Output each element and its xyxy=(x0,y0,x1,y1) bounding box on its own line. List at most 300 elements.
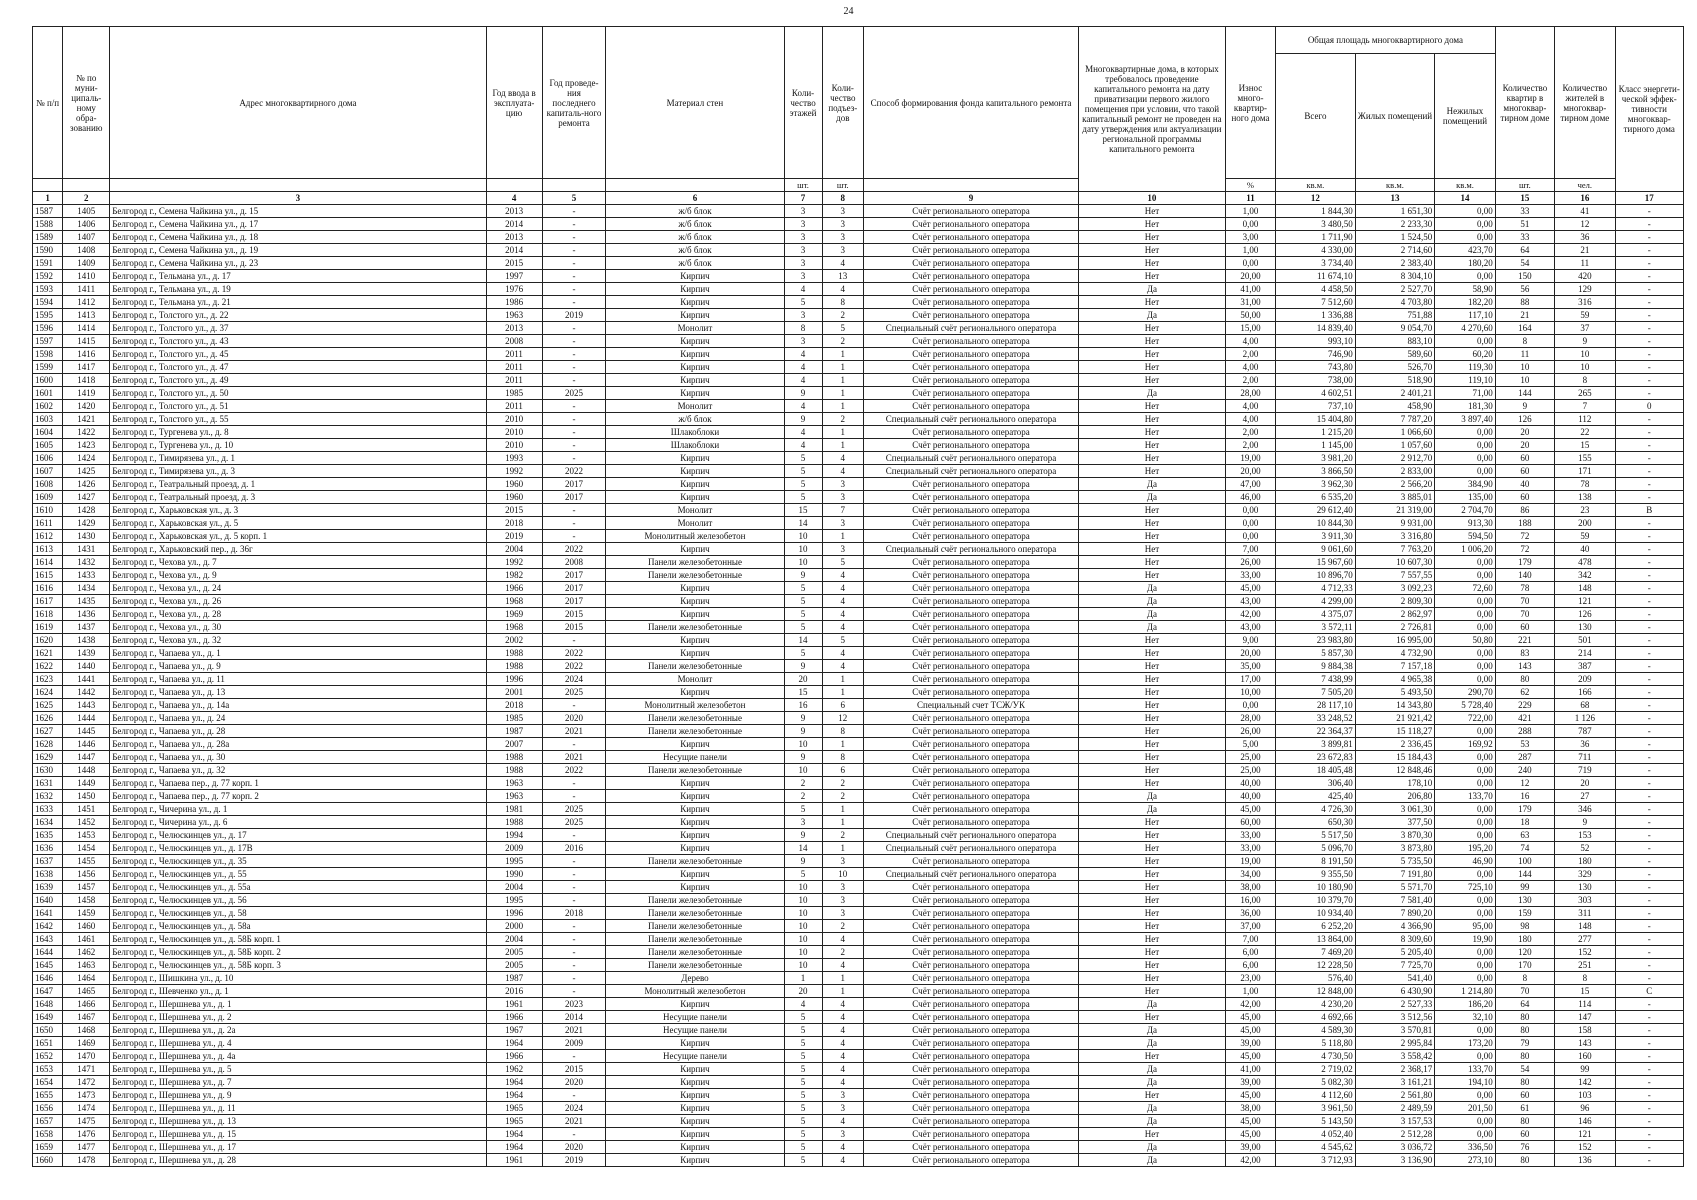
cell-mun-num: 1442 xyxy=(63,686,110,699)
cell-residents: 7 xyxy=(1555,400,1615,413)
cell-area-living: 6 430,90 xyxy=(1355,985,1435,998)
cell-year-built: 2016 xyxy=(486,985,542,998)
cell-floors: 10 xyxy=(784,920,822,933)
cell-year-built: 1964 xyxy=(486,1037,542,1050)
cell-floors: 10 xyxy=(784,556,822,569)
cell-repair-required: Нет xyxy=(1079,686,1226,699)
cell-floors: 10 xyxy=(784,933,822,946)
cell-energy-class: - xyxy=(1615,296,1683,309)
cell-area-living: 15 184,43 xyxy=(1355,751,1435,764)
cell-year-built: 2011 xyxy=(486,361,542,374)
cell-area-living: 2 512,28 xyxy=(1355,1128,1435,1141)
cell-floors: 5 xyxy=(784,1141,822,1154)
cell-repair-required: Нет xyxy=(1079,231,1226,244)
cell-fund-method: Счёт регионального оператора xyxy=(864,608,1079,621)
cell-address: Белгород г., Чехова ул., д. 7 xyxy=(110,556,486,569)
cell-wear: 40,00 xyxy=(1225,777,1275,790)
table-row xyxy=(33,816,1684,829)
cell-last-repair: - xyxy=(542,1089,606,1102)
cell-wear: 4,00 xyxy=(1225,413,1275,426)
table-row xyxy=(33,712,1684,725)
cell-wall-material: Монолит xyxy=(606,673,784,686)
cell-last-repair: - xyxy=(542,881,606,894)
cell-last-repair: - xyxy=(542,517,606,530)
cell-floors: 5 xyxy=(784,621,822,634)
cell-area-total: 4 052,40 xyxy=(1276,1128,1356,1141)
cell-mun-num: 1415 xyxy=(63,335,110,348)
cell-wall-material: Кирпич xyxy=(606,595,784,608)
cell-fund-method: Счёт регионального оператора xyxy=(864,257,1079,270)
cell-entrances: 4 xyxy=(822,1076,863,1089)
cell-year-built: 2000 xyxy=(486,920,542,933)
cell-last-repair: 2025 xyxy=(542,387,606,400)
cell-area-nonliving: 384,90 xyxy=(1435,478,1496,491)
cell-residents: 148 xyxy=(1555,582,1615,595)
cell-area-total: 1 215,20 xyxy=(1276,426,1356,439)
cell-wear: 38,00 xyxy=(1225,881,1275,894)
cell-address: Белгород г., Чехова ул., д. 30 xyxy=(110,621,486,634)
unit-floors: шт. xyxy=(784,179,822,192)
cell-address: Белгород г., Шершнева ул., д. 9 xyxy=(110,1089,486,1102)
cell-mun-num: 1467 xyxy=(63,1011,110,1024)
cell-wall-material: Кирпич xyxy=(606,348,784,361)
cell-fund-method: Специальный счёт регионального оператора xyxy=(864,322,1079,335)
cell-floors: 2 xyxy=(784,790,822,803)
cell-mun-num: 1445 xyxy=(63,725,110,738)
cell-mun-num: 1417 xyxy=(63,361,110,374)
cell-entrances: 4 xyxy=(822,660,863,673)
table-row xyxy=(33,205,1684,218)
cell-wear: 16,00 xyxy=(1225,894,1275,907)
cell-fund-method: Счёт регионального оператора xyxy=(864,920,1079,933)
cell-year-built: 2013 xyxy=(486,322,542,335)
cell-num: 1596 xyxy=(33,322,63,335)
cell-fund-method: Счёт регионального оператора xyxy=(864,855,1079,868)
cell-entrances: 1 xyxy=(822,439,863,452)
cell-repair-required: Да xyxy=(1079,387,1226,400)
cell-mun-num: 1414 xyxy=(63,322,110,335)
cell-area-nonliving: 0,00 xyxy=(1435,816,1496,829)
cell-repair-required: Нет xyxy=(1079,777,1226,790)
cell-floors: 4 xyxy=(784,374,822,387)
cell-area-nonliving: 0,00 xyxy=(1435,1128,1496,1141)
cell-energy-class: - xyxy=(1615,426,1683,439)
cell-fund-method: Счёт регионального оператора xyxy=(864,907,1079,920)
cell-last-repair: 2016 xyxy=(542,842,606,855)
cell-area-total: 4 545,62 xyxy=(1276,1141,1356,1154)
cell-fund-method: Счёт регионального оператора xyxy=(864,972,1079,985)
cell-repair-required: Нет xyxy=(1079,868,1226,881)
cell-apartments: 60 xyxy=(1495,452,1554,465)
cell-wall-material: Монолитный железобетон xyxy=(606,985,784,998)
cell-wear: 40,00 xyxy=(1225,790,1275,803)
cell-area-total: 3 866,50 xyxy=(1276,465,1356,478)
cell-fund-method: Счёт регионального оператора xyxy=(864,595,1079,608)
cell-energy-class: - xyxy=(1615,1128,1683,1141)
cell-apartments: 180 xyxy=(1495,933,1554,946)
cell-area-nonliving: 0,00 xyxy=(1435,1089,1496,1102)
table-row xyxy=(33,621,1684,634)
column-number: 8 xyxy=(822,192,863,205)
cell-repair-required: Нет xyxy=(1079,959,1226,972)
cell-residents: 78 xyxy=(1555,478,1615,491)
cell-wear: 34,00 xyxy=(1225,868,1275,881)
cell-repair-required: Нет xyxy=(1079,699,1226,712)
cell-area-living: 5 205,40 xyxy=(1355,946,1435,959)
cell-area-nonliving: 46,90 xyxy=(1435,855,1496,868)
cell-area-total: 28 117,10 xyxy=(1276,699,1356,712)
cell-num: 1644 xyxy=(33,946,63,959)
cell-area-nonliving: 913,30 xyxy=(1435,517,1496,530)
cell-repair-required: Нет xyxy=(1079,504,1226,517)
cell-area-living: 1 524,50 xyxy=(1355,231,1435,244)
cell-num: 1611 xyxy=(33,517,63,530)
cell-energy-class: - xyxy=(1615,309,1683,322)
cell-area-total: 4 730,50 xyxy=(1276,1050,1356,1063)
cell-num: 1639 xyxy=(33,881,63,894)
cell-fund-method: Счёт регионального оператора xyxy=(864,439,1079,452)
cell-area-total: 5 143,50 xyxy=(1276,1115,1356,1128)
cell-year-built: 2013 xyxy=(486,231,542,244)
cell-repair-required: Нет xyxy=(1079,452,1226,465)
cell-wall-material: Кирпич xyxy=(606,1089,784,1102)
cell-wear: 3,00 xyxy=(1225,231,1275,244)
cell-wall-material: Панели железобетонные xyxy=(606,556,784,569)
cell-floors: 15 xyxy=(784,686,822,699)
cell-mun-num: 1473 xyxy=(63,1089,110,1102)
cell-repair-required: Нет xyxy=(1079,1011,1226,1024)
cell-area-total: 7 469,20 xyxy=(1276,946,1356,959)
cell-area-living: 178,10 xyxy=(1355,777,1435,790)
cell-apartments: 56 xyxy=(1495,283,1554,296)
cell-repair-required: Нет xyxy=(1079,764,1226,777)
cell-apartments: 140 xyxy=(1495,569,1554,582)
cell-energy-class: - xyxy=(1615,478,1683,491)
table-row xyxy=(33,790,1684,803)
cell-floors: 1 xyxy=(784,972,822,985)
cell-num: 1638 xyxy=(33,868,63,881)
cell-area-living: 3 885,01 xyxy=(1355,491,1435,504)
table-row xyxy=(33,478,1684,491)
cell-area-total: 12 848,00 xyxy=(1276,985,1356,998)
cell-fund-method: Счёт регионального оператора xyxy=(864,348,1079,361)
cell-fund-method: Специальный счёт регионального оператора xyxy=(864,842,1079,855)
cell-last-repair: 2023 xyxy=(542,998,606,1011)
cell-repair-required: Нет xyxy=(1079,920,1226,933)
cell-wear: 43,00 xyxy=(1225,621,1275,634)
cell-apartments: 150 xyxy=(1495,270,1554,283)
column-number: 15 xyxy=(1495,192,1554,205)
cell-year-built: 1964 xyxy=(486,1128,542,1141)
cell-area-living: 1 651,30 xyxy=(1355,205,1435,218)
cell-address: Белгород г., Семена Чайкина ул., д. 15 xyxy=(110,205,486,218)
cell-energy-class: - xyxy=(1615,829,1683,842)
cell-area-total: 7 512,60 xyxy=(1276,296,1356,309)
cell-wear: 0,00 xyxy=(1225,517,1275,530)
cell-entrances: 1 xyxy=(822,816,863,829)
cell-area-living: 8 304,10 xyxy=(1355,270,1435,283)
cell-fund-method: Счёт регионального оператора xyxy=(864,634,1079,647)
cell-entrances: 1 xyxy=(822,686,863,699)
cell-floors: 10 xyxy=(784,907,822,920)
cell-address: Белгород г., Семена Чайкина ул., д. 19 xyxy=(110,244,486,257)
cell-area-living: 7 725,70 xyxy=(1355,959,1435,972)
unit-entrances: шт. xyxy=(822,179,863,192)
table-row xyxy=(33,1037,1684,1050)
cell-repair-required: Да xyxy=(1079,1063,1226,1076)
cell-floors: 15 xyxy=(784,504,822,517)
cell-year-built: 1966 xyxy=(486,1050,542,1063)
cell-wear: 0,00 xyxy=(1225,504,1275,517)
table-row xyxy=(33,660,1684,673)
cell-last-repair: - xyxy=(542,933,606,946)
cell-repair-required: Нет xyxy=(1079,244,1226,257)
cell-wall-material: Панели железобетонные xyxy=(606,920,784,933)
cell-entrances: 4 xyxy=(822,1024,863,1037)
cell-floors: 5 xyxy=(784,452,822,465)
cell-num: 1604 xyxy=(33,426,63,439)
cell-energy-class: - xyxy=(1615,868,1683,881)
cell-mun-num: 1422 xyxy=(63,426,110,439)
cell-apartments: 229 xyxy=(1495,699,1554,712)
cell-apartments: 143 xyxy=(1495,660,1554,673)
cell-apartments: 60 xyxy=(1495,465,1554,478)
cell-wear: 2,00 xyxy=(1225,348,1275,361)
cell-repair-required: Нет xyxy=(1079,1128,1226,1141)
cell-area-living: 3 161,21 xyxy=(1355,1076,1435,1089)
cell-num: 1608 xyxy=(33,478,63,491)
table-row xyxy=(33,309,1684,322)
cell-area-total: 4 375,07 xyxy=(1276,608,1356,621)
cell-repair-required: Нет xyxy=(1079,933,1226,946)
cell-energy-class: - xyxy=(1615,244,1683,257)
cell-residents: 277 xyxy=(1555,933,1615,946)
cell-num: 1600 xyxy=(33,374,63,387)
cell-area-total: 3 734,40 xyxy=(1276,257,1356,270)
cell-wear: 4,00 xyxy=(1225,361,1275,374)
cell-mun-num: 1418 xyxy=(63,374,110,387)
cell-area-nonliving: 0,00 xyxy=(1435,673,1496,686)
cell-year-built: 2004 xyxy=(486,543,542,556)
cell-last-repair: - xyxy=(542,257,606,270)
cell-num: 1657 xyxy=(33,1115,63,1128)
cell-entrances: 4 xyxy=(822,621,863,634)
cell-num: 1655 xyxy=(33,1089,63,1102)
cell-year-built: 1993 xyxy=(486,452,542,465)
cell-wear: 46,00 xyxy=(1225,491,1275,504)
cell-wall-material: Панели железобетонные xyxy=(606,725,784,738)
cell-residents: 209 xyxy=(1555,673,1615,686)
cell-entrances: 4 xyxy=(822,998,863,1011)
cell-address: Белгород г., Чичерина ул., д. 6 xyxy=(110,816,486,829)
cell-apartments: 60 xyxy=(1495,1089,1554,1102)
cell-mun-num: 1429 xyxy=(63,517,110,530)
cell-wall-material: Кирпич xyxy=(606,881,784,894)
header-fund-method: Способ формирования фонда капитального ремонта xyxy=(864,27,1079,179)
cell-floors: 5 xyxy=(784,1063,822,1076)
cell-address: Белгород г., Чапаева ул., д. 28 xyxy=(110,725,486,738)
unit-empty xyxy=(542,179,606,192)
cell-area-total: 12 228,50 xyxy=(1276,959,1356,972)
cell-repair-required: Нет xyxy=(1079,1089,1226,1102)
cell-year-built: 2004 xyxy=(486,933,542,946)
cell-wall-material: Панели железобетонные xyxy=(606,894,784,907)
cell-residents: 121 xyxy=(1555,595,1615,608)
cell-year-built: 2011 xyxy=(486,400,542,413)
cell-fund-method: Счёт регионального оператора xyxy=(864,647,1079,660)
cell-area-living: 4 366,90 xyxy=(1355,920,1435,933)
cell-entrances: 1 xyxy=(822,972,863,985)
cell-address: Белгород г., Шершнева ул., д. 11 xyxy=(110,1102,486,1115)
cell-year-built: 1988 xyxy=(486,764,542,777)
cell-apartments: 79 xyxy=(1495,1037,1554,1050)
cell-last-repair: - xyxy=(542,829,606,842)
cell-wall-material: ж/б блок xyxy=(606,205,784,218)
cell-repair-required: Нет xyxy=(1079,647,1226,660)
cell-num: 1587 xyxy=(33,205,63,218)
cell-area-total: 29 612,40 xyxy=(1276,504,1356,517)
cell-fund-method: Счёт регионального оператора xyxy=(864,1011,1079,1024)
cell-residents: 147 xyxy=(1555,1011,1615,1024)
cell-repair-required: Нет xyxy=(1079,530,1226,543)
cell-energy-class: - xyxy=(1615,712,1683,725)
cell-apartments: 20 xyxy=(1495,439,1554,452)
cell-wall-material: Панели железобетонные xyxy=(606,621,784,634)
cell-apartments: 53 xyxy=(1495,738,1554,751)
cell-mun-num: 1454 xyxy=(63,842,110,855)
cell-energy-class: - xyxy=(1615,972,1683,985)
cell-residents: 59 xyxy=(1555,309,1615,322)
table-row xyxy=(33,244,1684,257)
cell-repair-required: Нет xyxy=(1079,218,1226,231)
cell-wall-material: Несущие панели xyxy=(606,751,784,764)
cell-area-nonliving: 201,50 xyxy=(1435,1102,1496,1115)
cell-apartments: 80 xyxy=(1495,1154,1554,1167)
cell-residents: 68 xyxy=(1555,699,1615,712)
cell-year-built: 2010 xyxy=(486,439,542,452)
cell-apartments: 54 xyxy=(1495,257,1554,270)
cell-fund-method: Счёт регионального оператора xyxy=(864,1128,1079,1141)
cell-wall-material: Кирпич xyxy=(606,647,784,660)
cell-area-nonliving: 19,90 xyxy=(1435,933,1496,946)
table-row xyxy=(33,569,1684,582)
table-row xyxy=(33,634,1684,647)
cell-area-living: 2 383,40 xyxy=(1355,257,1435,270)
cell-repair-required: Да xyxy=(1079,608,1226,621)
cell-energy-class: - xyxy=(1615,595,1683,608)
cell-repair-required: Да xyxy=(1079,478,1226,491)
cell-wear: 19,00 xyxy=(1225,452,1275,465)
cell-area-total: 3 961,50 xyxy=(1276,1102,1356,1115)
cell-floors: 4 xyxy=(784,998,822,1011)
cell-apartments: 120 xyxy=(1495,946,1554,959)
cell-apartments: 88 xyxy=(1495,296,1554,309)
cell-area-total: 3 962,30 xyxy=(1276,478,1356,491)
cell-area-nonliving: 725,10 xyxy=(1435,881,1496,894)
cell-address: Белгород г., Челюскинцев ул., д. 58Б корп. 3 xyxy=(110,959,486,972)
cell-num: 1602 xyxy=(33,400,63,413)
cell-num: 1595 xyxy=(33,309,63,322)
cell-area-nonliving: 0,00 xyxy=(1435,647,1496,660)
cell-last-repair: - xyxy=(542,205,606,218)
cell-area-total: 23 672,83 xyxy=(1276,751,1356,764)
cell-repair-required: Нет xyxy=(1079,400,1226,413)
cell-last-repair: 2020 xyxy=(542,1141,606,1154)
cell-area-nonliving: 0,00 xyxy=(1435,621,1496,634)
cell-year-built: 2010 xyxy=(486,426,542,439)
cell-entrances: 4 xyxy=(822,569,863,582)
cell-num: 1635 xyxy=(33,829,63,842)
header-area-total: Всего xyxy=(1276,54,1356,179)
cell-residents: 719 xyxy=(1555,764,1615,777)
cell-floors: 20 xyxy=(784,673,822,686)
cell-address: Белгород г., Толстого ул., д. 47 xyxy=(110,361,486,374)
cell-area-living: 751,88 xyxy=(1355,309,1435,322)
cell-area-total: 743,80 xyxy=(1276,361,1356,374)
table-row xyxy=(33,933,1684,946)
cell-energy-class: - xyxy=(1615,452,1683,465)
cell-wear: 35,00 xyxy=(1225,660,1275,673)
cell-last-repair: 2022 xyxy=(542,660,606,673)
cell-wear: 23,00 xyxy=(1225,972,1275,985)
column-number: 12 xyxy=(1276,192,1356,205)
cell-address: Белгород г., Челюскинцев ул., д. 35 xyxy=(110,855,486,868)
cell-wall-material: Панели железобетонные xyxy=(606,660,784,673)
cell-residents: 27 xyxy=(1555,790,1615,803)
cell-energy-class: - xyxy=(1615,1115,1683,1128)
cell-fund-method: Счёт регионального оператора xyxy=(864,530,1079,543)
cell-address: Белгород г., Чапаева ул., д. 9 xyxy=(110,660,486,673)
cell-last-repair: - xyxy=(542,855,606,868)
cell-entrances: 1 xyxy=(822,348,863,361)
cell-area-total: 4 589,30 xyxy=(1276,1024,1356,1037)
cell-mun-num: 1459 xyxy=(63,907,110,920)
table-row xyxy=(33,647,1684,660)
cell-residents: 9 xyxy=(1555,816,1615,829)
cell-floors: 5 xyxy=(784,1154,822,1167)
cell-area-total: 10 180,90 xyxy=(1276,881,1356,894)
cell-address: Белгород г., Толстого ул., д. 55 xyxy=(110,413,486,426)
cell-year-built: 1982 xyxy=(486,569,542,582)
cell-year-built: 1996 xyxy=(486,907,542,920)
cell-wear: 33,00 xyxy=(1225,569,1275,582)
cell-fund-method: Счёт регионального оператора xyxy=(864,205,1079,218)
cell-area-living: 2 995,84 xyxy=(1355,1037,1435,1050)
cell-repair-required: Нет xyxy=(1079,270,1226,283)
cell-entrances: 5 xyxy=(822,634,863,647)
cell-num: 1597 xyxy=(33,335,63,348)
cell-entrances: 3 xyxy=(822,855,863,868)
cell-num: 1654 xyxy=(33,1076,63,1089)
unit-area-living: кв.м. xyxy=(1355,179,1435,192)
cell-area-total: 15 404,80 xyxy=(1276,413,1356,426)
header-area-group: Общая площадь многоквартирного дома xyxy=(1276,27,1496,54)
cell-energy-class: - xyxy=(1615,218,1683,231)
cell-apartments: 9 xyxy=(1495,400,1554,413)
cell-address: Белгород г., Чапаева пер., д. 77 корп. 2 xyxy=(110,790,486,803)
cell-floors: 5 xyxy=(784,1115,822,1128)
cell-floors: 5 xyxy=(784,478,822,491)
cell-address: Белгород г., Челюскинцев ул., д. 17В xyxy=(110,842,486,855)
cell-year-built: 1968 xyxy=(486,595,542,608)
cell-area-total: 10 379,70 xyxy=(1276,894,1356,907)
cell-last-repair: - xyxy=(542,374,606,387)
cell-entrances: 3 xyxy=(822,244,863,257)
cell-last-repair: 2024 xyxy=(542,673,606,686)
table-row xyxy=(33,803,1684,816)
cell-area-living: 3 870,30 xyxy=(1355,829,1435,842)
cell-residents: 711 xyxy=(1555,751,1615,764)
